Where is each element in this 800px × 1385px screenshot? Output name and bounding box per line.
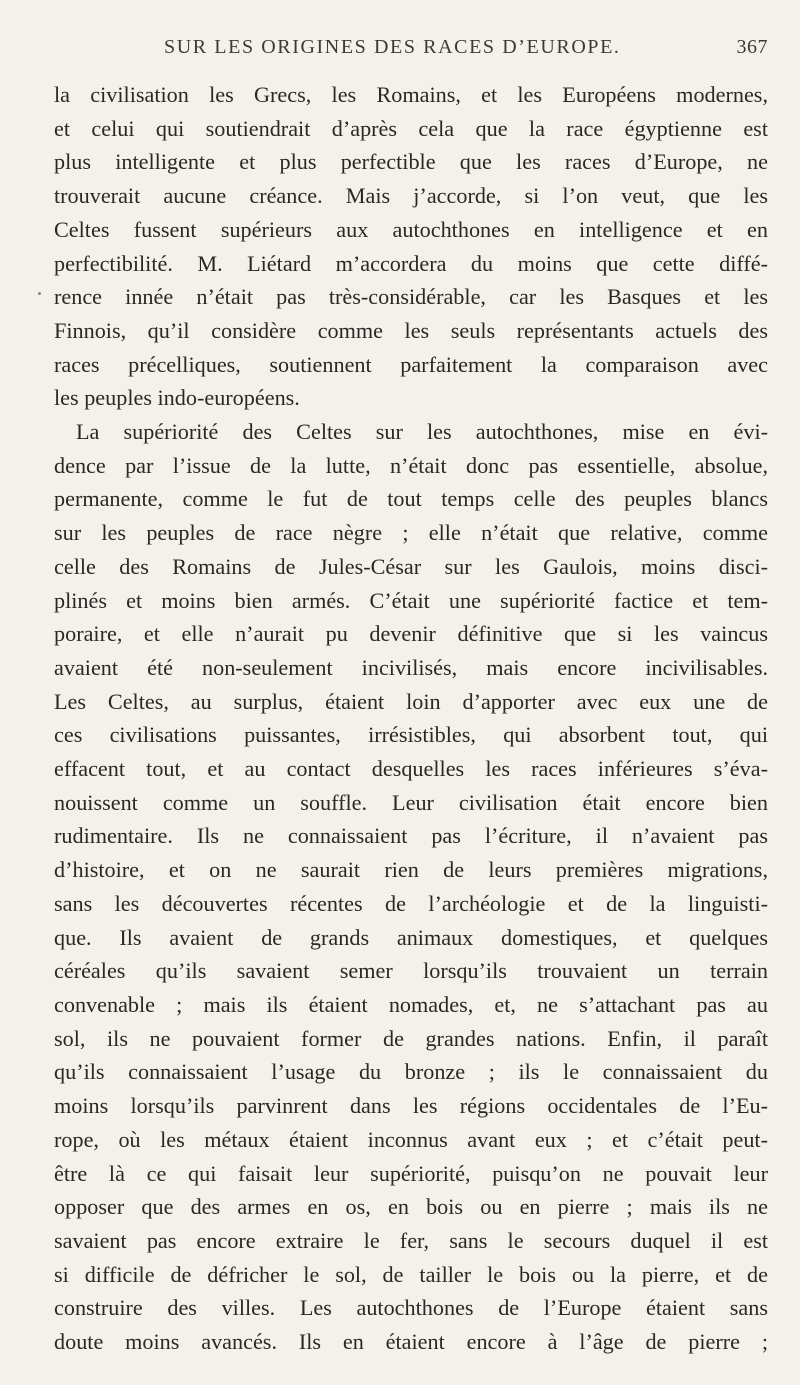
text-line: que. Ils avaient de grands animaux domestiques, et quelques (54, 924, 768, 950)
text-line: d’histoire, et on ne saurait rien de leurs premières migrations, (54, 857, 768, 883)
text-line: trouverait aucune créance. Mais j’accorde, si l’on veut, que les (54, 183, 768, 209)
text-line: ces civilisations puissantes, irrésistibles, qui absorbent tout, qui (54, 722, 768, 748)
text-line: avaient été non-seulement incivilisés, mais encore incivilisables. (54, 654, 768, 680)
running-head (164, 36, 768, 66)
text-line: celle des Romains de Jules-César sur les Gaulois, moins disci- (54, 553, 768, 579)
text-line: moins lorsqu’ils parvinrent dans les régions occidentales de l’Eu- (54, 1093, 768, 1119)
text-line: les peuples indo-européens. (54, 385, 300, 411)
text-line: rope, où les métaux étaient inconnus avant eux ; et c’était peut- (54, 1126, 768, 1152)
text-line: et celui qui soutiendrait d’après cela que la race égyptienne est (54, 115, 768, 141)
text-line: céréales qu’ils savaient semer lorsqu’ils trouvaient un terrain (54, 958, 768, 984)
text-line: effacent tout, et au contact desquelles les races inférieures s’éva- (54, 756, 768, 782)
paper-speck (38, 292, 41, 295)
text-line: être là ce qui faisait leur supériorité, puisqu’on ne pouvait leur (54, 1160, 768, 1186)
text-line: nouissent comme un souffle. Leur civilisation était encore bien (54, 789, 768, 815)
text-line: dence par l’issue de la lutte, n’était donc pas essentielle, absolue, (54, 452, 768, 478)
text-line: La supériorité des Celtes sur les autochthones, mise en évi- (76, 419, 768, 445)
text-line: opposer que des armes en os, en bois ou en pierre ; mais ils ne (54, 1194, 768, 1220)
text-line: permanente, comme le fut de tout temps celle des peuples blancs (54, 486, 768, 512)
text-line: races précelliques, soutiennent parfaitement la comparaison avec (54, 351, 768, 377)
text-line: la civilisation les Grecs, les Romains, et les Européens modernes, (54, 82, 768, 107)
text-line: doute moins avancés. Ils en étaient encore à l’âge de pierre ; (54, 1329, 768, 1355)
text-line: Finnois, qu’il considère comme les seuls représentants actuels des (54, 317, 768, 343)
text-line: plus intelligente et plus perfectible que les races d’Europe, ne (54, 149, 768, 175)
text-line: plinés et moins bien armés. C’était une supériorité factice et tem- (54, 587, 768, 613)
text-line: sol, ils ne pouvaient former de grandes nations. Enfin, il paraît (54, 1025, 768, 1051)
running-title: SUR LES ORIGINES DES RACES D’EUROPE. (164, 36, 621, 58)
text-line: Les Celtes, au surplus, étaient loin d’apporter avec eux une de (54, 688, 768, 714)
text-line: sur les peuples de race nègre ; elle n’était que relative, comme (54, 520, 768, 546)
text-line: savaient pas encore extraire le fer, sans le secours duquel il est (54, 1227, 768, 1253)
text-line: si difficile de défricher le sol, de tailler le bois ou la pierre, et de (54, 1261, 768, 1287)
text-line: poraire, et elle n’aurait pu devenir définitive que si les vaincus (54, 621, 768, 647)
text-line: sans les découvertes récentes de l’archéologie et de la linguisti- (54, 890, 768, 916)
text-line: rudimentaire. Ils ne connaissaient pas l’écriture, il n’avaient pas (54, 823, 768, 849)
text-line: construire des villes. Les autochthones de l’Europe étaient sans (54, 1295, 768, 1321)
text-line: rence innée n’était pas très-considérable, car les Basques et les (54, 284, 768, 310)
text-line: qu’ils connaissaient l’usage du bronze ; ils le connaissaient du (54, 1059, 768, 1085)
text-line: perfectibilité. M. Liétard m’accordera du moins que cette diffé- (54, 250, 768, 276)
body-text (54, 78, 768, 1359)
page-number: 367 (736, 36, 768, 58)
text-line: Celtes fussent supérieurs aux autochthones en intelligence et en (54, 216, 768, 242)
text-line: convenable ; mais ils étaient nomades, et, ne s’attachant pas au (54, 991, 768, 1017)
